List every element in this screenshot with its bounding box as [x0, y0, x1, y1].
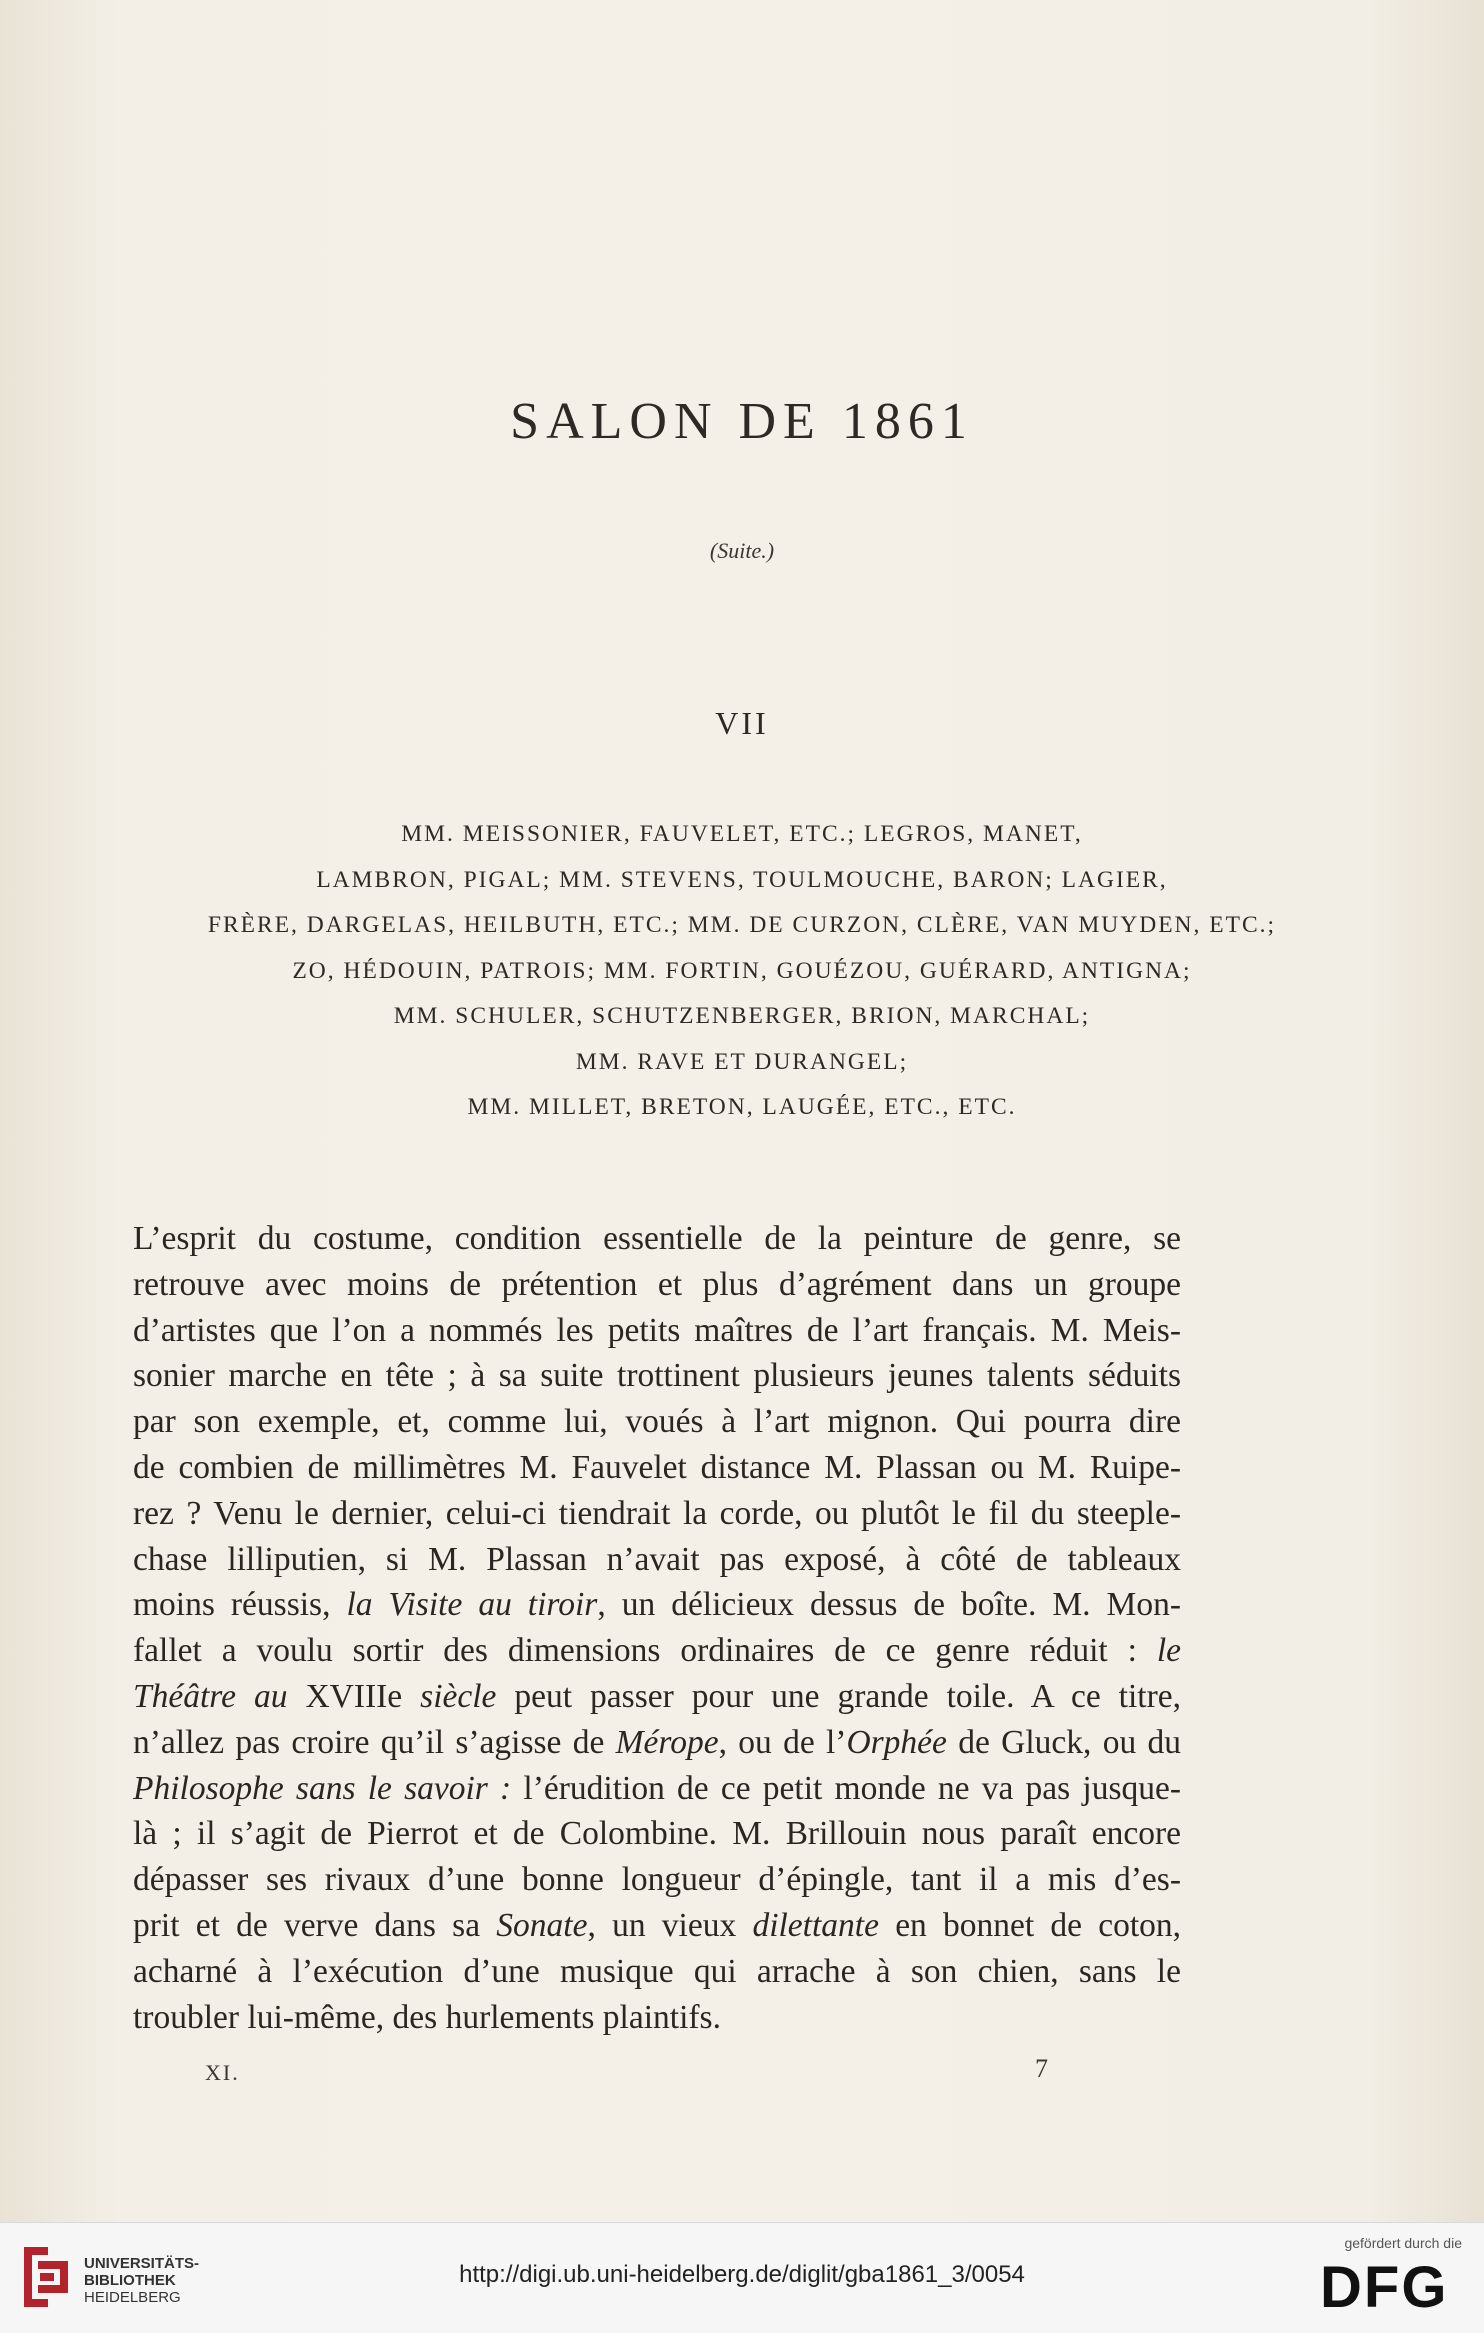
institution-line: BIBLIOTHEK — [84, 2272, 176, 2289]
text-line — [133, 1582, 1181, 1628]
summary-line: MM. SCHULER, SCHUTZENBERGER, BRION, MARCHAL; — [393, 1003, 1091, 1029]
text-run: n’allez pas croire qu’il s’agisse de — [133, 1723, 605, 1761]
text-line: de combien de millimètres M. Fauvelet distance M. Plassan ou M. Ruipe- — [133, 1448, 1181, 1486]
text-run: , un vieux — [587, 1906, 737, 1944]
source-url-link[interactable]: http://digi.ub.uni-heidelberg.de/diglit/gba1861_3/0054 — [459, 2261, 1025, 2288]
artwork-title: Philosophe sans le savoir : — [133, 1769, 512, 1807]
text-run: fallet a voulu sortir des dimensions ordinaires de ce genre réduit : — [133, 1632, 1137, 1670]
text-line: chase lilliputien, si M. Plassan n’avait pas exposé, à côté de tableaux — [133, 1540, 1181, 1578]
text-line — [133, 1766, 1181, 1812]
artwork-title: Mérope — [615, 1723, 719, 1761]
text-line — [133, 1720, 1181, 1766]
summary-line: MM. RAVE ET DURANGEL; — [575, 1048, 909, 1075]
text-run: en bonnet de coton, — [895, 1906, 1182, 1944]
signature-mark: XI. — [205, 2060, 240, 2085]
text-run: , ou de l’ — [718, 1723, 847, 1761]
page-title: SALON DE 1861 — [510, 393, 974, 450]
text-line: là ; il s’agit de Pierrot et de Colombine. M. Brillouin nous paraît encore — [133, 1815, 1181, 1853]
text-line: par son exemple, et, comme lui, voués à l’art mignon. Qui pourra dire — [133, 1403, 1181, 1441]
artwork-title: Théâtre au — [133, 1677, 288, 1715]
body-paragraph — [133, 1216, 1181, 2040]
summary-line: MM. MEISSONIER, FAUVELET, ETC.; LEGROS, MANET, — [401, 821, 1083, 847]
italic-term: dilettante — [752, 1906, 879, 1944]
text-run: prit et de verve dans sa — [133, 1906, 481, 1944]
summary-line: LAMBRON, PIGAL; MM. STEVENS, TOULMOUCHE, BARON; LAGIER, — [316, 866, 1168, 893]
text-run: , un délicieux dessus de boîte. M. Mon- — [597, 1586, 1181, 1624]
subtitle — [0, 538, 1484, 564]
chapter-summary — [100, 812, 1384, 1131]
institution-line: HEIDELBERG — [84, 2289, 181, 2306]
text-run: peut passer pour une grande toile. A ce titre, — [514, 1677, 1182, 1715]
text-line: rez ? Venu le dernier, celui-ci tiendrait la corde, ou plutôt le fil du steeple- — [133, 1494, 1181, 1532]
dfg-logo-text: DFG — [1320, 2257, 1449, 2313]
page-number: 7 — [1035, 2054, 1048, 2083]
summary-line: ZO, HÉDOUIN, PATROIS; MM. FORTIN, GOUÉZOU, GUÉRARD, ANTIGNA; — [292, 957, 1192, 984]
text-line: retrouve avec moins de prétention et plus d’agrément dans un groupe — [133, 1265, 1181, 1303]
text-line: sonier marche en tête ; à sa suite trottinent plusieurs jeunes talents séduits — [133, 1357, 1181, 1395]
institution-line: UNIVERSITÄTS- — [84, 2255, 200, 2272]
artwork-title: siècle — [420, 1677, 497, 1715]
artwork-title: la Visite au tiroir — [346, 1586, 598, 1624]
text-line: dépasser ses rivaux d’une bonne longueur d’épingle, tant il a mis d’es- — [133, 1861, 1181, 1899]
text-run: l’érudition de ce petit monde ne va pas jusque- — [523, 1769, 1182, 1807]
artwork-title: le — [1156, 1632, 1181, 1670]
text-line: L’esprit du costume, condition essentielle de la peinture de genre, se — [133, 1220, 1181, 1257]
dfg-logo[interactable] — [1320, 2257, 1462, 2313]
artwork-title: Sonate — [496, 1906, 588, 1944]
text-run: XVIIIe — [305, 1677, 403, 1715]
text-line: troubler lui-même, des hurlements plaintifs. — [133, 1998, 721, 2036]
subtitle-text: (Suite.) — [709, 538, 775, 563]
funding-label: gefördert durch die — [1344, 2235, 1462, 2251]
summary-line: MM. MILLET, BRETON, LAUGÉE, ETC., ETC. — [467, 1094, 1017, 1120]
text-line — [133, 1903, 1181, 1949]
text-run: de Gluck, ou du — [958, 1723, 1181, 1761]
text-line: d’artistes que l’on a nommés les petits maîtres de l’art français. M. Meis- — [133, 1311, 1181, 1349]
text-line — [133, 1674, 1181, 1720]
library-footer-bar — [0, 2222, 1484, 2333]
text-line: acharné à l’exécution d’une musique qui arrache à son chien, sans le — [133, 1952, 1181, 1990]
text-line — [133, 1628, 1181, 1674]
chapter-heading: VII — [715, 705, 769, 741]
artwork-title: Orphée — [846, 1723, 947, 1761]
text-run: moins réussis, — [133, 1586, 331, 1624]
summary-line: FRÈRE, DARGELAS, HEILBUTH, ETC.; MM. DE CURZON, CLÈRE, VAN MUYDEN, ETC.; — [207, 912, 1277, 938]
